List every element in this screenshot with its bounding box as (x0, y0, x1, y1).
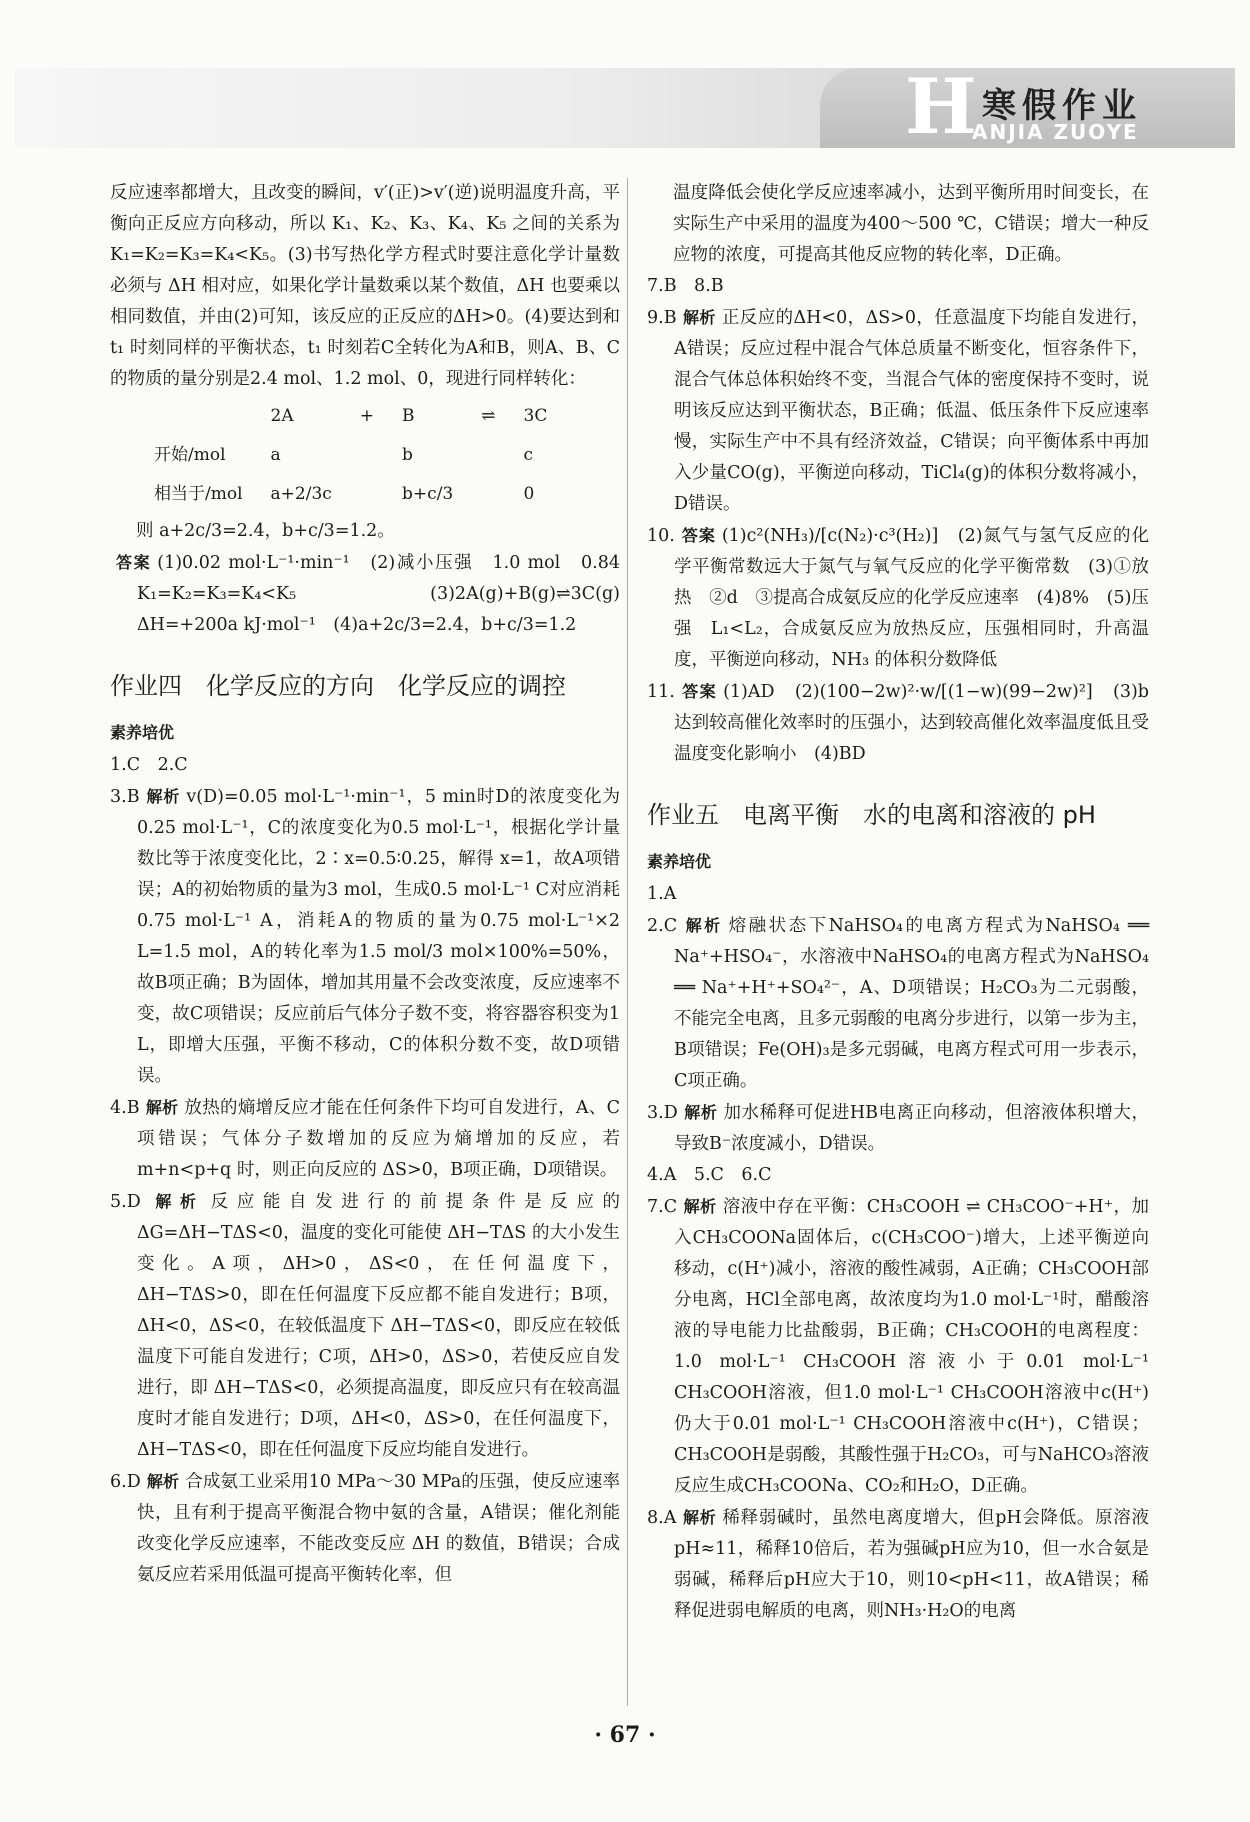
start-row: 开始/mol a b c (154, 445, 534, 465)
analysis-label: 解析 (146, 1192, 205, 1211)
page-number: · 67 · (594, 1722, 656, 1748)
question-4: 4.B 解析 放热的熵增反应才能在任何条件下均可自发进行，A、C项错误；气体分子数增加的反应为熵增加的反应，若 m+n<p+q 时，则正向反应的 ΔS>0，B项正确，D项错误。 (110, 1098, 620, 1180)
analysis-label: 解析 (683, 916, 723, 935)
answer-label: 答案 (680, 682, 718, 701)
question-3: 3.D 解析 加水稀释可促进HB电离正向移动，但溶液体积增大，导致B⁻浓度减小，D错误。 (647, 1103, 1149, 1154)
paragraph-continued: 温度降低会使化学反应速率减小，达到平衡所用时间变长，在实际生产中采用的温度为400～500 ℃，C错误；增大一种反应物的浓度，可提高其他反应物的转化率，D正确。 (673, 183, 1149, 265)
section-title-5: 作业五 电离平衡 水的电离和溶液的 pH (647, 801, 1096, 829)
equation-conclusion: 则 a+2c/3=2.4，b+c/3=1.2。 (136, 521, 395, 541)
header-title: 寒假作业 (982, 86, 1142, 126)
header-subtitle: ANJIA ZUOYE (972, 120, 1139, 144)
question-7: 7.C 解析 溶液中存在平衡：CH₃COOH ⇌ CH₃COO⁻+H⁺，加入CH₃COONa固体后，c(CH₃COO⁻)增大，上述平衡逆向移动，c(H⁺)减小，溶液的酸性减弱，A正确；CH₃COOH部分电离，HCl全部电离，故浓度均为1.0 mol·L⁻¹时，醋酸溶液的导电能力比盐酸弱，B正确；CH₃COOH的电离程度：1.0 mol·L⁻¹ CH₃COOH溶液小于0.01 mol·L⁻¹ CH₃COOH溶液，但1.0 mol·L⁻¹ CH₃COOH溶液中c(H⁺)仍大于0.01 mol·L⁻¹ CH₃COOH溶液中c(H⁺)，C错误；CH₃COOH是弱酸，其酸性强于H₂CO₃，可与NaHCO₃溶液反应生成CH₃COONa、CO₂和H₂O，D正确。 (647, 1197, 1149, 1496)
answers-4-6: 4.A 5.C 6.C (647, 1165, 772, 1185)
analysis-label: 解析 (682, 1508, 717, 1527)
equation-row: 2A + B ⇌ 3C (270, 406, 548, 426)
analysis-label: 解析 (683, 1103, 718, 1122)
question-11: 11. 答案 (1)AD (2)(100−2w)²·w/[(1−w)(99−2w)²] (3)b 达到较高催化效率时的压强小，达到较高催化效率温度低且受温度变化影响小 (4)BD (647, 682, 1167, 764)
answer-block (110, 547, 638, 641)
paragraph-continued: 反应速率都增大，且改变的瞬间，v′(正)>v′(逆)说明温度升高，平衡向正反应方向移动，所以 K₁、K₂、K₃、K₄、K₅ 之间的关系为 K₁=K₂=K₃=K₄<K₅。(3)书写热化学方程式时要注意化学计量数必须与 ΔH 相对应，如果化学计量数乘以某个数值，ΔH 也要乘以相同数值，并由(2)可知，该反应的正反应的ΔH>0。(4)要达到和 t₁ 时刻同样的平衡状态，t₁ 时刻若C全转化为A和B，则A、B、C的物质的量分别是2.4 mol、1.2 mol、0，现进行同样转化： (110, 183, 620, 389)
answer-label: 答案 (116, 553, 152, 572)
column-divider (627, 178, 628, 1706)
analysis-label: 解析 (145, 1098, 179, 1117)
question-9: 9.B 解析 正反应的ΔH<0，ΔS>0，任意温度下均能自发进行，A错误；反应过程中混合气体总质量不断变化，恒容条件下，混合气体总体积始终不变，当混合气体的密度保持不变时，说明该反应达到平衡状态，B正确；低温、低压条件下反应速率慢，实际生产中不具有经济效益，C错误；向平衡体系中再加入少量CO(g)，平衡逆向移动，TiCl₄(g)的体积分数将减小，D错误。 (647, 308, 1149, 514)
equilibrium-table (140, 397, 561, 514)
right-column (647, 178, 1167, 1627)
answer-text: (1)0.02 mol·L⁻¹·min⁻¹ (2)减小压强 1.0 mol 0.84 K₁=K₂=K₃=K₄<K₅ (3)2A(g)+B(g)⇌3C(g) ΔH=+200a kJ·mol⁻¹ (4)a+2c/3=2.4，b+c/3=1.2 (137, 553, 638, 635)
subsection-label: 素养培优 (647, 852, 712, 871)
question-10: 10. 答案 (1)c²(NH₃)/[c(N₂)·c³(H₂)] (2)氮气与氢气反应的化学平衡常数远大于氮气与氧气反应的化学平衡常数 (3)①放热 ②d ③提高合成氨反应的化学反应速率 (4)8% (5)压强 L₁<L₂，合成氨反应为放热反应，压强相同时，升高温度，平衡逆向移动，NH₃ 的体积分数降低 (647, 526, 1149, 670)
question-8: 8.A 解析 稀释弱碱时，虽然电离度增大，但pH会降低。原溶液pH≈11，稀释10倍后，若为强碱pH应为10，但一水合氨是弱碱，稀释后pH应大于10，则10<pH<11，故A错误；稀释促进弱电解质的电离，则NH₃·H₂O的电离 (647, 1508, 1149, 1621)
answer-1: 1.A (647, 884, 677, 904)
subsection-label: 素养培优 (110, 723, 175, 742)
question-6: 6.D 解析 合成氨工业采用10 MPa～30 MPa的压强，使反应速率快，且有利于提高平衡混合物中氨的含量，A错误；催化剂能改变化学反应速率，不能改变反应 ΔH 的数值，B错误；合成氨反应若采用低温可提高平衡转化率，但 (110, 1472, 620, 1585)
question-2: 2.C 解析 熔融状态下NaHSO₄的电离方程式为NaHSO₄ ══ Na⁺+HSO₄⁻，水溶液中NaHSO₄的电离方程式为NaHSO₄ ══ Na⁺+H⁺+SO₄²⁻，A、D项错误；H₂CO₃为二元弱酸，不能完全电离，且多元弱酸的电离分步进行，以第一步为主，B项错误；Fe(OH)₃是多元弱碱，电离方程式可用一步表示，C项正确。 (647, 916, 1149, 1091)
answers-1-2: 1.C 2.C (110, 755, 188, 775)
left-column (110, 178, 638, 1591)
analysis-label: 解析 (146, 1472, 180, 1491)
answers-7-8: 7.B 8.B (647, 276, 724, 296)
header-logo-letter: H (905, 62, 975, 151)
section-title-4: 作业四 化学反应的方向 化学反应的调控 (110, 672, 566, 700)
analysis-label: 解析 (682, 308, 716, 327)
answer-label: 答案 (680, 526, 716, 545)
analysis-label: 解析 (145, 787, 181, 806)
analysis-label: 解析 (683, 1197, 717, 1216)
question-3: 3.B 解析 v(D)=0.05 mol·L⁻¹·min⁻¹，5 min时D的浓度变化为0.25 mol·L⁻¹，C的浓度变化为0.5 mol·L⁻¹，根据化学计量数比等于浓度变化比，2∶x=0.5∶0.25，解得 x=1，故A项错误；A的初始物质的量为3 mol，生成0.5 mol·L⁻¹ C对应消耗0.75 mol·L⁻¹ A，消耗A的物质的量为0.75 mol·L⁻¹×2 L=1.5 mol，A的转化率为1.5 mol/3 mol×100%=50%，故B项正确；B为固体，增加其用量不会改变浓度，反应速率不变，故C项错误；反应前后气体分子数不变，将容器容积变为1 L，即增大压强，平衡不移动，C的体积分数不变，故D项错误。 (110, 787, 620, 1086)
equivalent-row: 相当于/mol a+2/3c b+c/3 0 (154, 484, 535, 504)
question-5: 5.D 解析 反应能自发进行的前提条件是反应的 ΔG=ΔH−TΔS<0，温度的变化可能使 ΔH−TΔS 的大小发生变化。A项，ΔH>0，ΔS<0，在任何温度下，ΔH−TΔS>0，即在任何温度下反应都不能自发进行；B项，ΔH<0，ΔS<0，在较低温度下 ΔH−TΔS<0，即反应在较低温度下可能自发进行；C项，ΔH>0，ΔS>0，若使反应自发进行，即 ΔH−TΔS<0，必须提高温度，即反应只有在较高温度时才能自发进行；D项，ΔH<0，ΔS>0，在任何温度下，ΔH−TΔS<0，即在任何温度下反应均能自发进行。 (110, 1192, 620, 1460)
